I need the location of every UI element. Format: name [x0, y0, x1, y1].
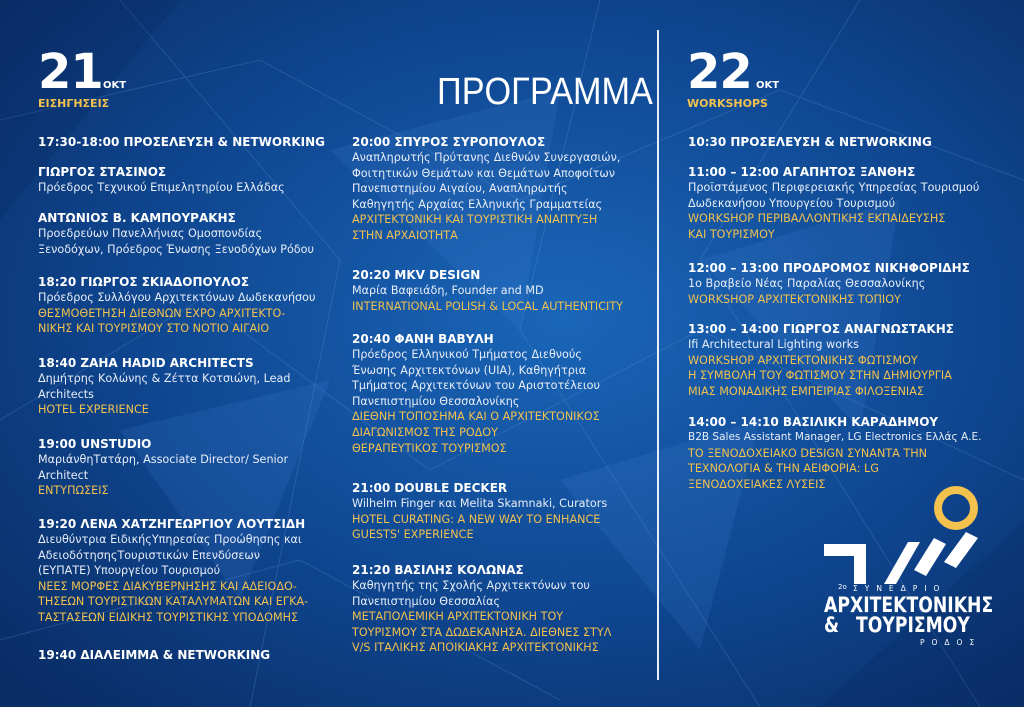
logo-l-shape: [824, 544, 866, 584]
session-topic: INTERNATIONAL POLISH & LOCAL AUTHENTICITY: [352, 299, 624, 313]
session-desc: Πανεπιστημίου Θεσσαλονίκης: [352, 394, 520, 408]
session-heading: 20:20 MKV DESIGN: [352, 268, 481, 282]
logo-line-1: ΑΡΧΙΤΕΚΤΟΝΙΚΗΣ: [824, 593, 994, 617]
session-topic: ΤΕΧΝΟΛΟΓΙΑ & ΤΗΝ ΑΕΙΦΟΡΙΑ: LG: [688, 462, 879, 476]
logo-ring: [938, 490, 974, 526]
session-desc: Φοιτητικών Θεμάτων και Θεμάτων Αποφοίτων: [352, 166, 615, 180]
session-1-5: [38, 355, 328, 418]
session-3-3: [688, 260, 998, 307]
session-desc: Τμήματος Αρχιτεκτόνων του Αριστοτέλειου: [352, 379, 600, 393]
session-topic: ΤΟΥΡΙΣΜΟΥ ΣΤΑ ΔΩΔΕΚΑΝΗΣΑ. ΔΙΕΘΝΕΣ ΣΤΥΛ: [352, 625, 612, 639]
session-2-3: [352, 331, 647, 456]
session-3-4: [688, 321, 998, 399]
session-topic: HOTEL CURATING: A NEW WAY TO ENHANCE: [352, 512, 601, 526]
session-heading: 14:00 – 14:10 ΒΑΣΙΛΙΚΗ ΚΑΡΑΔΗΜΟΥ: [688, 415, 939, 429]
conference-logo-mark: [820, 486, 990, 586]
logo-city: ΡΟΔΟΣ: [920, 638, 982, 647]
session-topic: V/S ΙΤΑΛΙΚΗΣ ΑΠΟΙΚΙΑΚΗΣ ΑΡΧΙΤΕΚΤΟΝΙΚΗΣ: [352, 641, 599, 655]
session-topic: WORKSHOP ΠΕΡΙΒΑΛΛΟΝΤΙΚΗΣ ΕΚΠΑΙΔΕΥΣΗΣ: [688, 212, 946, 226]
session-3-1: [688, 134, 998, 150]
session-desc: ΑδειοδότησηςΤουριστικών Επενδύσεων: [38, 548, 261, 562]
session-desc: Προεδρεύων Πανελλήνιας Ομοσπονδίας: [38, 227, 263, 240]
logo-bar-3: [944, 532, 978, 568]
session-topic: ΤΑΣΤΑΣΕΩΝ ΕΙΔΙΚΗΣ ΤΟΥΡΙΣΤΙΚΗΣ ΥΠΟΔΟΜΗΣ: [38, 610, 299, 624]
page-title: ΠΡΟΓΡΑΜΜΑ: [437, 71, 653, 113]
session-topic: ΣΤΗΝ ΑΡΧΑΙΟΤΗΤΑ: [352, 228, 458, 242]
session-topic: ΤΗΣΕΩΝ ΤΟΥΡΙΣΤΙΚΩΝ ΚΑΤΑΛΥΜΑΤΩΝ ΚΑΙ ΕΓΚΑ-: [38, 595, 309, 609]
session-heading: 18:20 ΓΙΩΡΓΟΣ ΣΚΙΑΔΟΠΟΥΛΟΣ: [38, 275, 250, 289]
session-topic: ΜΙΑΣ ΜΟΝΑΔΙΚΗΣ ΕΜΠΕΙΡΙΑΣ ΦΙΛΟΞΕΝΙΑΣ: [688, 384, 924, 398]
session-desc: Πρόεδρος Τεχνικού Επιμελητηρίου Ελλάδας: [38, 181, 285, 194]
session-3-5: [688, 414, 998, 492]
session-desc: Ένωσης Αρχιτεκτόνων (UIA), Καθηγήτρια: [352, 363, 586, 377]
session-topic: HOTEL EXPERIENCE: [38, 403, 149, 417]
session-heading: 21:20 ΒΑΣΙΛΗΣ ΚΟΛΩΝΑΣ: [352, 563, 524, 577]
session-topic: ΔΙΕΘΝΗ ΤΟΠΟΣΗΜΑ ΚΑΙ Ο ΑΡΧΙΤΕΚΤΟΝΙΚΟΣ: [352, 410, 600, 424]
session-heading: 17:30-18:00 ΠΡΟΣΕΛΕΥΣΗ & NETWORKING: [38, 135, 325, 149]
day2-month: ΟΚΤ: [756, 80, 780, 91]
session-desc: Πανεπιστημίου Θεσσαλίας: [352, 594, 501, 608]
session-heading: 11:00 – 12:00 ΑΓΑΠΗΤΟΣ ΞΑΝΘΗΣ: [688, 165, 916, 179]
session-heading: 10:30 ΠΡΟΣΕΛΕΥΣΗ & NETWORKING: [688, 135, 932, 149]
session-topic: ΑΡΧΙΤΕΚΤΟΝΙΚΗ ΚΑΙ ΤΟΥΡΙΣΤΙΚΗ ΑΝΑΠΤΥΞΗ: [352, 213, 598, 227]
logo-subtitle: ΣΥΝΕΔΡΙΟ: [853, 584, 947, 593]
session-heading: ΑΝΤΩΝΙΟΣ Β. ΚΑΜΠΟΥΡΑΚΗΣ: [38, 211, 236, 225]
session-topic: GUESTS' EXPERIENCE: [352, 528, 474, 542]
session-heading: 13:00 – 14:00 ΓΙΩΡΓΟΣ ΑΝΑΓΝΩΣΤΑΚΗΣ: [688, 322, 954, 336]
session-topic: ΤΟ ΞΕΝΟΔΟΧΕΙΑΚΟ DESIGN ΣΥΝΑΝΤΑ ΤΗΝ: [688, 446, 927, 460]
day1-month: ΟΚΤ: [103, 80, 127, 91]
session-1-4: [38, 274, 328, 337]
session-1-7: [38, 516, 328, 626]
session-topic: ΝΙΚΗΣ ΚΑΙ ΤΟΥΡΙΣΜΟΥ ΣΤΟ ΝΟΤΙΟ ΑΙΓΑΙΟ: [38, 322, 270, 336]
session-desc: Ifi Architectural Lighting works: [688, 338, 859, 351]
session-heading: 20:00 ΣΠΥΡΟΣ ΣΥΡΟΠΟΥΛΟΣ: [352, 135, 546, 149]
session-heading: 21:00 DOUBLE DECKER: [352, 481, 508, 495]
session-desc: Πρόεδρος Ελληνικού Τμήματος Διεθνούς: [352, 348, 582, 361]
logo-line-2: ΤΟΥΡΙΣΜΟΥ: [856, 613, 970, 637]
session-topic: Η ΣΥΜΒΟΛΗ ΤΟΥ ΦΩΤΙΣΜΟΥ ΣΤΗΝ ΔΗΜΙΟΥΡΓΙΑ: [688, 369, 952, 383]
session-2-4: [352, 480, 647, 543]
session-1-3: [38, 210, 328, 257]
session-heading: 19:40 ΔΙΑΛΕΙΜΜΑ & NETWORKING: [38, 648, 271, 662]
session-heading: 18:40 ZAHA HADID ARCHITECTS: [38, 356, 254, 370]
session-3-2: [688, 164, 998, 242]
session-topic: ΝΕΕΣ ΜΟΡΦΕΣ ΔΙΑΚΥΒΕΡΝΗΣΗΣ ΚΑΙ ΑΔΕΙΟΔΟ-: [38, 579, 297, 593]
session-topic: ΞΕΝΟΔΟΧΕΙΑΚΕΣ ΛΥΣΕΙΣ: [688, 477, 826, 491]
session-desc: Προϊστάμενος Περιφερειακής Υπηρεσίας Τουρισμού: [688, 181, 980, 194]
session-topic: ΔΙΑΓΩΝΙΣΜΟΣ ΤΗΣ ΡΟΔΟΥ: [352, 425, 498, 439]
session-topic: ΕΝΤΥΠΩΣΕΙΣ: [38, 484, 109, 498]
session-desc: (ΕΥΠΑΤΕ) Υπουργείου Τουρισμού: [38, 564, 221, 578]
session-desc: Architect: [38, 468, 89, 482]
session-heading: ΓΙΩΡΓΟΣ ΣΤΑΣΙΝΟΣ: [38, 165, 167, 179]
session-1-2: [38, 164, 328, 196]
session-desc: Wilhelm Finger και Melita Skamnaki, Curators: [352, 497, 608, 510]
session-desc: Μαρία Βαφειάδη, Founder and MD: [352, 284, 544, 297]
session-2-5: [352, 562, 647, 656]
logo-bar-1: [884, 542, 920, 584]
session-topic: ΚΑΙ ΤΟΥΡΙΣΜΟΥ: [688, 227, 775, 241]
session-desc: Καθηγητής Αρχαίας Ελληνικής Γραμματείας: [352, 197, 603, 211]
session-topic: ΘΕΡΑΠΕΥΤΙΚΟΣ ΤΟΥΡΙΣΜΟΣ: [352, 441, 507, 455]
logo-ampersand: &: [824, 613, 840, 637]
session-1-1: [38, 134, 328, 150]
session-1-8: [38, 647, 328, 663]
session-heading: 19:20 ΛΕΝΑ ΧΑΤΖΗΓΕΩΡΓΙΟΥ ΛΟΥΤΣΙΔΗ: [38, 517, 306, 531]
session-1-6: [38, 436, 328, 499]
session-heading: 19:00 UNSTUDIO: [38, 437, 152, 451]
logo-edition: 2ο: [838, 583, 847, 591]
session-desc: Δημήτρης Κολώνης & Ζέττα Κοτσιώνη, Lead: [38, 372, 291, 385]
session-topic: WORKSHOP ΑΡΧΙΤΕΚΤΟΝΙΚΗΣ ΦΩΤΙΣΜΟΥ: [688, 353, 918, 367]
session-desc: B2B Sales Assistant Manager, LG Electronics Ελλάς Α.Ε.: [688, 431, 982, 443]
column-divider: [657, 30, 659, 680]
session-desc: ΜαριάνθηΤατάρη, Associate Director/ Senior: [38, 453, 289, 466]
session-desc: 1ο Βραβείο Νέας Παραλίας Θεσσαλονίκης: [688, 277, 926, 290]
session-heading: 12:00 – 13:00 ΠΡΟΔΡΟΜΟΣ ΝΙΚΗΦΟΡΙΔΗΣ: [688, 261, 970, 275]
session-2-2: [352, 267, 647, 314]
session-desc: Καθηγητής της Σχολής Αρχιτεκτόνων του: [352, 579, 590, 592]
session-topic: WORKSHOP ΑΡΧΙΤΕΚΤΟΝΙΚΗΣ ΤΟΠΙΟΥ: [688, 292, 901, 306]
day1-number: 21: [38, 44, 103, 100]
session-topic: ΘΕΣΜΟΘΕΤΗΣΗ ΔΙΕΘΝΩΝ EXPO ΑΡΧΙΤΕΚΤΟ-: [38, 306, 286, 320]
day2-number: 22: [687, 44, 752, 100]
session-desc: Πανεπιστημίου Αιγαίου, Αναπληρωτής: [352, 182, 568, 196]
day2-label: WORKSHOPS: [687, 97, 768, 110]
session-2-1: [352, 134, 647, 244]
session-desc: Δωδεκανήσου Υπουργείου Τουρισμού: [688, 196, 896, 210]
session-desc: Πρόεδρος Συλλόγου Αρχιτεκτόνων Δωδεκανήσου: [38, 291, 316, 304]
session-desc: Αναπληρωτής Πρύτανης Διεθνών Συνεργασιών,: [352, 151, 621, 164]
session-desc: Διευθύντρια ΕιδικήςΥπηρεσίας Προώθησης και: [38, 533, 302, 546]
session-topic: ΜΕΤΑΠΟΛΕΜΙΚΗ ΑΡΧΙΤΕΚΤΟΝΙΚΗ ΤΟΥ: [352, 610, 564, 624]
session-desc: Architects: [38, 387, 94, 401]
day1-label: ΕΙΣΗΓΗΣΕΙΣ: [38, 97, 110, 110]
session-desc: Ξενοδόχων, Πρόεδρος Ένωσης Ξενοδόχων Ρόδου: [38, 242, 314, 256]
session-heading: 20:40 ΦΑΝΗ ΒΑΒΥΛΗ: [352, 332, 494, 346]
